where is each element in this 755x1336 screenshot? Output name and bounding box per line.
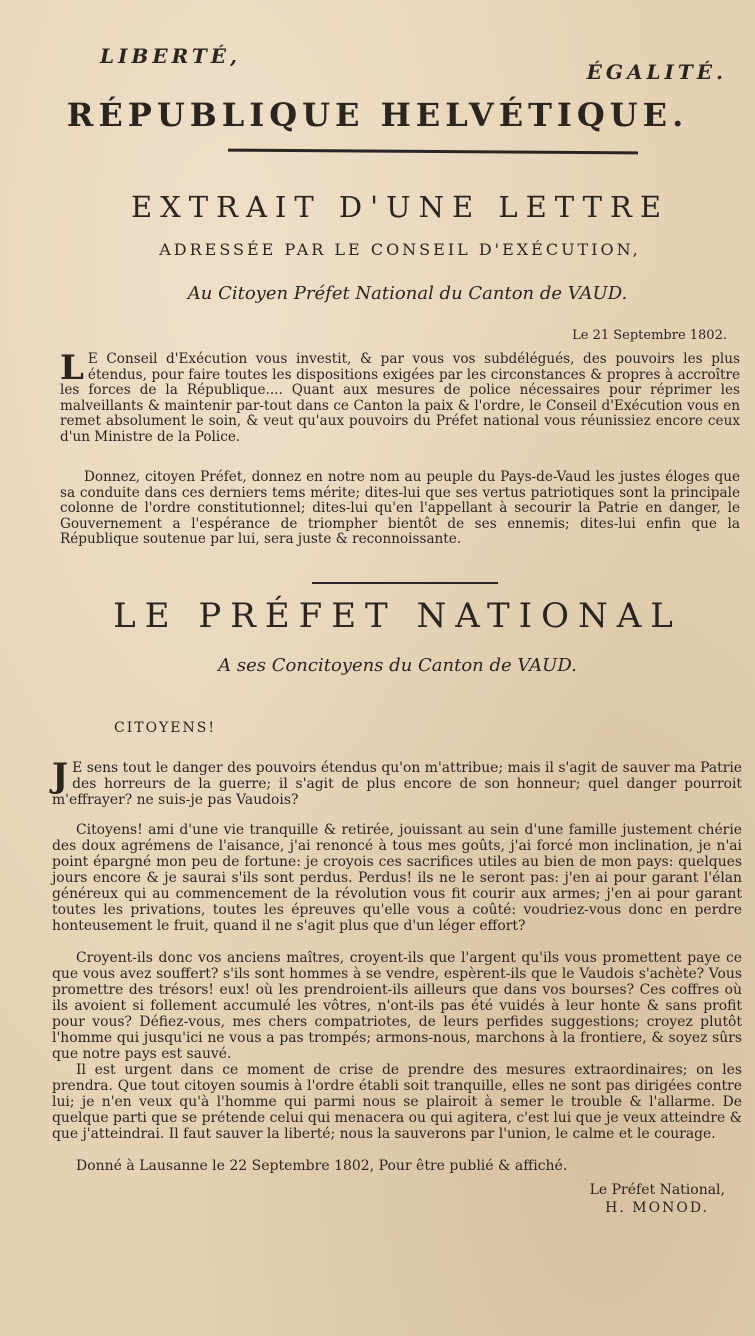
divider-rule-middle <box>312 582 498 584</box>
motto-egalite: ÉGALITÉ. <box>586 60 727 84</box>
extract-date: Le 21 Septembre 1802. <box>572 328 727 343</box>
proclamation-paragraph-3: Croyent-ils donc vos anciens maîtres, croyent-ils que l'argent qu'ils vous promettent paye ce que vous avez souffert? s'ils sont hommes à se vendre, espèrent-ils que le Vaudois s'achète? Vous promettre des trésors! eux! où les prendroient-ils ailleurs que dans vos bourses? Ces coffres où ils avoient si follement accumulé les vôtres, n'ont-ils pas été vuidés à leur honte & sans profit pour vous? Défiez-vous, mes chers compatriotes, de leurs perfides suggestions; croyez plutôt l'homme qui jusqu'ici ne vous a pas trompés; armons-nous, marchons à la frontiere, & soyez sûrs que notre pays est sauvé. <box>52 950 742 1062</box>
proclamation-given-at: Donné à Lausanne le 22 Septembre 1802, Pour être publié & affiché. <box>76 1158 568 1174</box>
proclamation-title: LE PRÉFET NATIONAL <box>113 596 682 636</box>
dropcap-j: J <box>52 756 69 796</box>
divider-rule-top <box>228 149 638 155</box>
proclamation-paragraph-4: Il est urgent dans ce moment de crise de prendre des mesures extraordinaires; on les prendra. Que tout citoyen soumis à l'ordre établi soit tranquille, elles ne sont pas dirigées contre lui; je n'en veux qu'à l'homme qui parmi nous se plairoit à semer le trouble & l'allarme. De quelque parti que se prétende celui qui menacera ou qui agitera, c'est lui que je veux atteindre & que j'atteindrai. Il faut sauver la liberté; nous la sauverons par l'union, le calme et le courage. <box>52 1062 742 1142</box>
republic-heading: RÉPUBLIQUE HELVÉTIQUE. <box>66 96 689 134</box>
extract-addressed-to: Au Citoyen Préfet National du Canton de VAUD. <box>187 283 628 304</box>
extract-title: EXTRAIT D'UNE LETTRE <box>130 190 670 224</box>
extract-addressed-by: ADRESSÉE PAR LE CONSEIL D'EXÉCUTION, <box>159 240 641 259</box>
proclamation-subtitle: A ses Concitoyens du Canton de VAUD. <box>218 655 577 676</box>
motto-liberte: LIBERTÉ, <box>100 44 241 68</box>
extract-paragraph-1 <box>60 348 740 445</box>
extract-paragraph-1-text: E Conseil d'Exécution vous investit, & par vous vos subdélégués, des pouvoirs les plus étendus, pour faire toutes les dispositions exigées par les circonstances & propres à accroître les forces de la République.... Quant aux mesures de police nécessaires pour réprimer les malveillants & maintenir par-tout dans ce Canton la paix & l'ordre, le Conseil d'Exécution vous en remet absolument le soin, & veut qu'aux pouvoirs du Préfet national vous réunissiez encore ceux d'un Ministre de la Police. <box>60 351 740 445</box>
proclamation-paragraph-1 <box>52 756 742 808</box>
signature-title: Le Préfet National, <box>589 1182 725 1198</box>
extract-paragraph-2: Donnez, citoyen Préfet, donnez en notre nom au peuple du Pays-de-Vaud les justes éloges que sa conduite dans ces derniers tems mérite; dites-lui que ses vertus patriotiques sont la principale colonne de l'ordre constitutionnel; dites-lui qu'en l'appellant à secourir la Patrie en danger, le Gouvernement a l'espérance de triompher bientôt de ses ennemis; dites-lui enfin que la République soutenue par lui, sera juste & reconnoissante. <box>60 469 740 547</box>
proclamation-salutation: CITOYENS! <box>114 720 216 736</box>
proclamation-paragraph-2: Citoyens! ami d'une vie tranquille & retirée, jouissant au sein d'une famille justement chérie des doux agrémens de l'aisance, j'ai renoncé à tous mes goûts, j'ai forcé mon inclination, je n'ai point épargné mon peu de fortune: je croyois ces sacrifices utiles au bien de mon pays: quelques jours encore & je saurai s'ils sont perdus. Perdus! ils ne le seront pas: j'en ai pour garant l'élan généreux qui au commencement de la révolution vous fit courir aux armes; j'en ai pour garant toutes les privations, toutes les épreuves qu'elle vous a coûté: voudriez-vous donc en perdre honteusement le fruit, quand il ne s'agit plus que d'un léger effort? <box>52 822 742 934</box>
signature-name: H. MONOD. <box>605 1200 709 1216</box>
dropcap-l: L <box>60 348 84 388</box>
proclamation-paragraph-1-text: E sens tout le danger des pouvoirs étendus qu'on m'attribue; mais il s'agit de sauver ma Patrie des horreurs de la guerre; il s'agit de plus encore de son honneur; quel danger pourroit m'effrayer? ne suis-je pas Vaudois? <box>52 760 742 808</box>
